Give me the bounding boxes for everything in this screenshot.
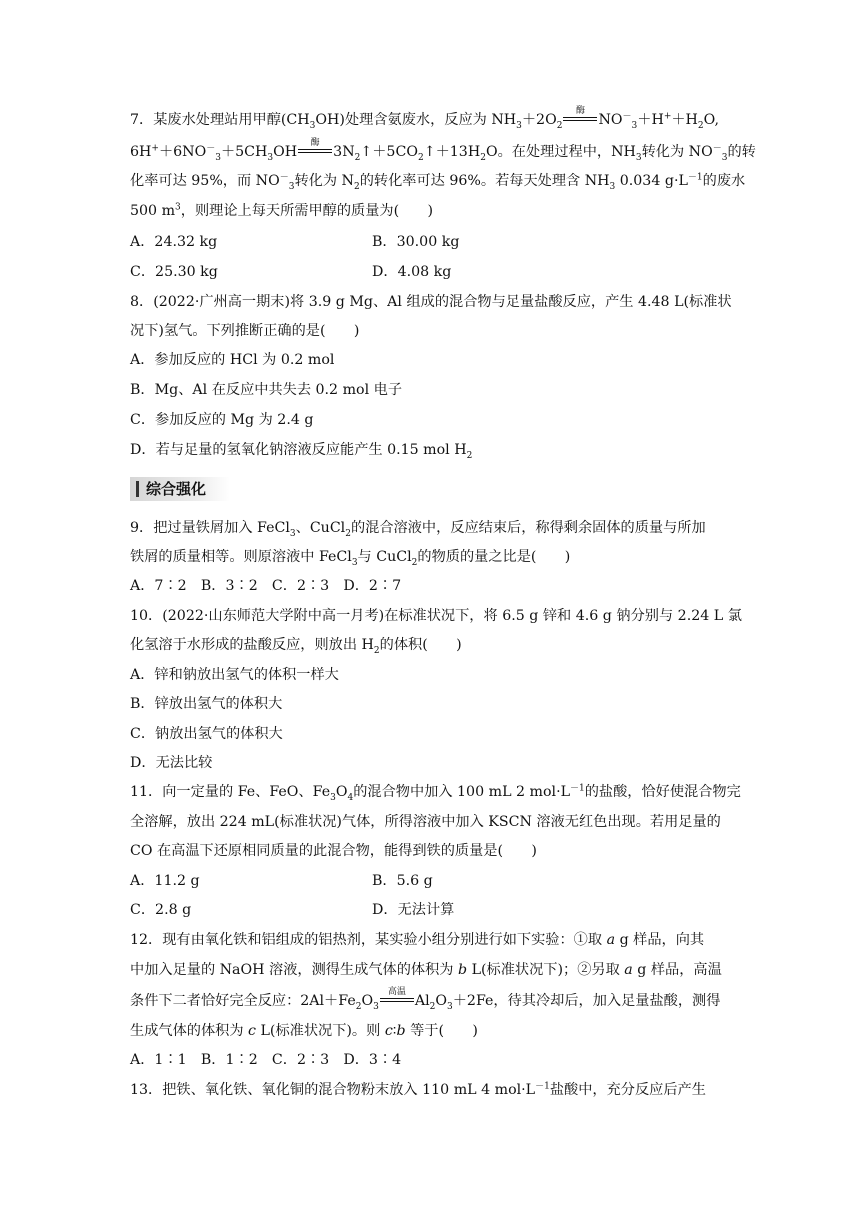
q11-option-c[interactable]: C．2.8 g: [130, 902, 192, 918]
q8-option-d[interactable]: D．若与足量的氢氧化钠溶液反应能产生 0.15 mol $H_2$: [130, 442, 473, 461]
q8-line2: 况下)氢气。下列推断正确的是( ): [130, 323, 360, 339]
enzyme-reaction-arrow: 酶: [563, 112, 597, 126]
q8-option-a[interactable]: A．参加反应的 HCl 为 0.2 mol: [130, 352, 335, 368]
q7-line1: 7．某废水处理站用甲醇$(CH_3OH)$处理含氨废水，反应为 $NH_3+2O_2$ 酶 $NO^-_3+H^++H_2O$,: [130, 106, 719, 131]
q10-option-d[interactable]: D．无法比较: [130, 755, 213, 771]
q7-option-b[interactable]: B．30.00 kg: [372, 234, 460, 250]
q11-option-b[interactable]: B．5.6 g: [372, 873, 433, 889]
q12-line2: 中加入足量的 NaOH 溶液，测得生成气体的体积为 b L(标准状况下)；②另取 a g 样品，高温: [130, 962, 722, 978]
section-header: [130, 477, 230, 501]
q10-line1: 10．(2022·山东师范大学附中高一月考)在标准状况下，将 6.5 g 锌和 4.6 g 钠分别与 2.24 L 氯: [130, 608, 742, 624]
q11-line3: CO 在高温下还原相同质量的此混合物，能得到铁的质量是( ): [130, 843, 537, 859]
q7-line4: 500 $m^3$，则理论上每天所需甲醇的质量为( ): [130, 202, 434, 219]
q8-option-b[interactable]: B．Mg、Al 在反应中共失去 0.2 mol 电子: [130, 382, 403, 398]
q7-line3: 化率可达 95%，而 $NO^-_3$转化为 $N_2$的转化率可达 96%。若每天处理含 $NH_3$ 0.034 $g\cdot L^{-1}$的废水: [130, 172, 746, 192]
q11-line2: 全溶解，放出 224 mL(标准状况)气体，所得溶液中加入 KSCN 溶液无红色出现。若用足量的: [130, 814, 721, 830]
high-temp-reaction-arrow: 高温: [380, 993, 414, 1007]
section-title: 综合强化: [146, 480, 207, 498]
q10-option-c[interactable]: C．钠放出氢气的体积大: [130, 726, 283, 742]
q8-option-c[interactable]: C．参加反应的 Mg 为 2.4 g: [130, 412, 314, 428]
q10-option-b[interactable]: B．锌放出氢气的体积大: [130, 696, 283, 712]
q12-options[interactable]: A．1∶1 B．1∶2 C．2∶3 D．3∶4: [130, 1052, 402, 1068]
q8-line1: 8．(2022·广州高一期末)将 3.9 g Mg、Al 组成的混合物与足量盐酸反应，产生 4.48 L(标准状: [130, 294, 732, 310]
q10-option-a[interactable]: A．锌和钠放出氢气的体积一样大: [130, 667, 339, 683]
q7-option-a[interactable]: A．24.32 kg: [130, 234, 218, 250]
section-marker: [136, 481, 139, 497]
q9-line2: 铁屑的质量相等。则原溶液中 FeCl$_3$与 CuCl$_2$的物质的量之比是( ): [130, 549, 571, 568]
q11-line1: 11．向一定量的 Fe、FeO、$Fe_3O_4$的混合物中加入 100 mL 2 $mol\cdot L^{-1}$的盐酸，恰好使混合物完: [130, 783, 741, 803]
q12-line3: 条件下二者恰好完全反应：$2Al+Fe_2O_3$ 高温 $Al_2O_3+2Fe$，待其冷却后，加入足量盐酸，测得: [130, 987, 721, 1012]
q7-line2: $6H^++6NO^-_3+5CH_3OH$ 酶 $3N_2↑+5CO_2↑+13H_2O$。在处理过程中，$NH_3$转化为 $NO^-_3$的转: [130, 138, 756, 163]
q9-options[interactable]: A．7∶2 B．3∶2 C．2∶3 D．2∶7: [130, 578, 402, 594]
q12-line4: 生成气体的体积为 c L(标准状况下)。则 c∶b 等于( ): [130, 1023, 478, 1039]
q11-option-a[interactable]: A．11.2 g: [130, 873, 200, 889]
q11-option-d[interactable]: D．无法计算: [372, 902, 455, 918]
q13-line1: 13．把铁、氧化铁、氧化铜的混合物粉末放入 110 mL 4 $mol\cdot L^{-1}$盐酸中，充分反应后产生: [130, 1081, 706, 1098]
q10-line2: 化氢溶于水形成的盐酸反应，则放出 $H_2$的体积( ): [130, 637, 462, 656]
q9-line1: 9．把过量铁屑加入 FeCl$_3$、CuCl$_2$的混合溶液中，反应结束后，称得剩余固体的质量与所加: [130, 520, 706, 539]
q7-option-c[interactable]: C．25.30 kg: [130, 264, 218, 280]
q7-option-d[interactable]: D．4.08 kg: [372, 264, 452, 280]
enzyme-reaction-arrow: 酶: [298, 144, 332, 158]
q12-line1: 12．现有由氧化铁和铝组成的铝热剂，某实验小组分别进行如下实验：①取 a g 样品，向其: [130, 932, 705, 948]
